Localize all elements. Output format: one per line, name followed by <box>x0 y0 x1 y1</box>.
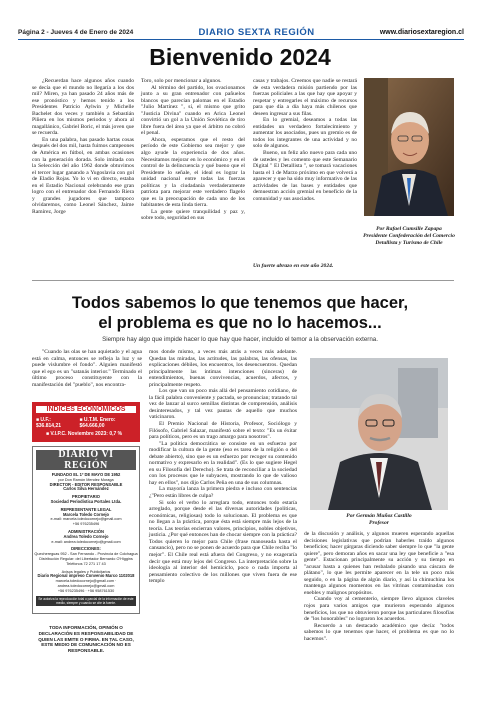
ipc-value: ■ V.I.P.C. Noviembre 2023: 0,7 % <box>46 431 123 437</box>
paragraph: Si solo el verbo lo arreglara todo, entonces todo estaría arreglado, porque desde el las diversas autoridades (políticas, económicas, religiosas) todo lo solucionan. El problema es que no llegan a la práctica, porque ésta está siempre más lejos de la teoría. Las teorías encierran valores, principios, nobles objetivos, justicia. ¿Por qué entonces han de chocar siempre con la práctica? Todos quieren lo mejor para Chile (frase manoseada hasta el cansancio), pero no se ponen de acuerdo para que Chile reciba "lo mejor". El Chile real está afuera del Congreso, y no exageraría decir que está muy lejos del Congreso. La interpretación sobre la ideología al interior del hemiciclo, poco o nada importa al pensamiento colectivo de los millones que viven fuera de ese templo <box>149 499 297 585</box>
uf-value: ■ U.F.: $36.814,21 <box>36 417 62 429</box>
page-info: Página 2 - Jueves 4 de Enero de 2024 <box>18 29 134 36</box>
director-name: Carlos Silva Hernández <box>63 486 109 492</box>
founder-text: por Don Ramón Mendez Moraga <box>58 477 114 482</box>
masthead-info-box <box>32 446 140 614</box>
admin-label: ADMINISTRACIÓN <box>68 528 104 534</box>
utm-value: ■ U.T.M. Enero: $64.666,00 <box>79 417 116 429</box>
author-photo-munoz <box>310 358 448 510</box>
owner-label: PROPIETARIO <box>72 494 100 500</box>
indices-title: ÍNDICES ECONÓMICOS <box>35 405 137 414</box>
article1-col3 <box>253 78 357 202</box>
title-line-1: Todos sabemos lo que tenemos que hacer, <box>71 294 409 312</box>
paragraph: Toro, solo por mencionar a algunos. <box>141 78 222 84</box>
ads-label: Avisos legales y Publicitarios <box>61 569 111 574</box>
paragraph: Al término del partido, los ovacionamos junto a su gran entrenador con pañuelos blancos que parecían palomas en el Estadio "Julio Martínez ", sí, el mismo que grito "Justicia Divina" cuando en Arica Leonel convirtió un gol a la Unión Soviética de tiro libre fuera del área ya que el árbitro no cobró el penal. <box>141 84 245 137</box>
address-label: DIRECCIONES: <box>71 546 101 552</box>
caption-role: Profesor <box>369 519 389 526</box>
article2-col1 <box>32 349 142 388</box>
legal-email[interactable]: e-mail: marcela.toledocornejo@gmail.com <box>50 517 122 522</box>
address-line: Distribución Regular: del Libertador Bernardo O'Higgins <box>39 556 133 561</box>
paragraph: Bueno, un feliz año nuevo para cada uno de ustedes y les comento que este Semanario Digital " El Detallista ", se tomará vacaciones hasta el 1 de Marzo próximo en que volverá a aparecer y que ha sido muy informativo de las actividades de las bases y entidades que demuestran acción gremial en beneficio de la comunidad y sus asociados. <box>253 150 357 202</box>
article1-col2 <box>141 78 245 222</box>
article2-col2 <box>149 349 297 585</box>
article2-title <box>40 293 440 333</box>
paragraph: ¿Recuerdan hace algunos años cuando se decía que el mundo no llegaría a los dos mil? Miren, ya han pasado 24 años más de ese pronóstico y hemos tenido a los Presidentes Patricio Aylwin y Michelle Bachelet dos veces y también a Sebastián Piñera en los mismos periodos y ahora al magallánico, Gabriel Boric, el más joven que se recuerda. <box>32 78 134 137</box>
caption-name: Por Germán Muñoz Castillo <box>346 513 412 519</box>
indices-row <box>32 416 140 430</box>
indices-row <box>32 430 140 438</box>
paragraph: Cuando voy al cementerio, siempre llevo algunos claveles rojos para varios amigos que murieron esperando algunos beneficios, los que no obtuvieron porque las particulares filosofías de "los honorables" no lograron los acuerdos. <box>304 596 454 623</box>
newspaper-logo: DIARIO VI REGIÓN <box>36 450 136 470</box>
legal-phone: +56 976235496 <box>72 522 100 527</box>
article1-col1 <box>32 78 134 215</box>
admin-name: Andrea Toledo Cornejo <box>63 533 109 539</box>
print-emails[interactable]: marcela.toledocornejo@gmail.com · andrea.toledocornejo@gmail.com <box>55 579 117 588</box>
paragraph: "La política democrática se consiste en un esfuerzo por modificar la cultura de la gente (eso es tarea de la religión o del debate abierto), sino que es un esfuerzo por recoger su contenido normativo y expresarlo en la realidad". (Es lo que sugiere Hegel en su Filosofía del Derecho). Se trata de reconciliar a la sociedad con los procesos que le subyacen, mostrando lo que de valioso hay en ellos", nos dijo Carlos Peña en una de sus columnas. <box>149 440 297 486</box>
print-phones: +56 976235496 · +56 958761530 <box>57 588 115 593</box>
article1-tagline: Un fuerte abrazo en este año 2024. <box>253 263 334 269</box>
article1-title: Bienvenido 2024 <box>149 44 331 70</box>
legal-name: Marcela Toledo Cornejo <box>62 511 110 517</box>
owner-name: Sociedad Periodística Portales Ltda. <box>50 498 122 504</box>
website-link[interactable]: www.diariosextaregion.cl <box>379 29 464 36</box>
paragraph: mos donde mismo, a veces más atrás a veces más adelante. Quedan las miradas, las actitudes, las palabras, las ofensas, las explicaciones débiles, los encuentros, los desencuentros. Quedan principalmente las íntimas intenciones (sinceras) de entendimientos, buenas convivencias, acuerdos, afectos, y principalmente respeto. <box>149 349 297 388</box>
paragraph: En una palabra, has pasado hartas cosas después del dos mil, hasta fuimos campeones de América en fútbol, en ambas ocasiones con la generación dorada. Solo imitada con la Selección del año 1962 donde obtuvimos el tercer lugar ganando a Yugoslavia con gol de Eladio Rojas. Yo lo vi en directo, estaba en el Estadio Nacional celebrando ese gran logro con el entrenador don Fernando Riera y grandes jugadores que tampoco olvidaremos, como Leonel Sánchez, Jaime Ramírez, Jorge <box>32 136 134 215</box>
article2-subtitle: Siempre hay algo que impide hacer lo que hay que hacer, incluido el temor a la observación externa. <box>102 336 378 343</box>
paragraph: de la discusión y análisis, y algunos mueren esperando aquellas decisiones legislativas que podrían haberles traído algunos beneficios; hacer gárgaras diciendo saber siempre lo que "la gente quiere", pero demoran años en sacar una ley que beneficie a "esa gente". Estacionan principalmente su acción y su tiempo en "acusar hasta a quienes han resbalado pisando una cáscara de plátano", lo que les permite aparecer en la tele un poco más seguido, o en la página de algún diario, y así la chimuchina los mantenga algunos momentos en las vitrinas contaminadas con enebles y malignos propósitos. <box>304 531 454 596</box>
director-label: DIRECTOR - EDITOR RESPONSABLE <box>49 481 123 487</box>
founded-text: FUNDADO EL 1º DE MAYO DE 1952 <box>51 472 121 477</box>
paragraph: "Cuando las olas se han aquietado y el agua está en calma, entonces se refleja la luz y se puede vislumbre el fondo". Alguien manifestó que el ego es un "satanás interior." Terminado el último proceso constituyente con la manifestación del "pueblo", nos encontra- <box>32 349 142 388</box>
paragraph: El Premio Nacional de Historia, Profesor, Sociólogo y Filósofo, Gabriel Salazar, manifestó sobre el texto: "Es un éxitar para políticos, pero es un trago amargo para nosotros". <box>149 421 297 441</box>
caption-name: Por Rafael Cumsille Zapapa <box>376 226 442 232</box>
paragraph: La gente quiere tranquilidad y paz y, sobre todo, seguridad en sus <box>141 208 245 222</box>
photo2-caption <box>300 513 458 527</box>
section-divider <box>32 280 454 281</box>
economic-indices-box <box>32 402 140 442</box>
print-info: Diario Regional impreso Convenio Marco 1102018 <box>37 573 135 579</box>
disclaimer-note: TODA INFORMACIÓN, OPINIÓN O DECLARACIÓN ES RESPONSABILIDAD DE QUIEN LAS EMITE O FIRMA. EN TAL CASO, ESTE MEDIO DE COMUNICACIÓN NO ES RESPONSABLE. <box>38 625 134 654</box>
address-line: Quechereguas 952 - San Fernando - Provincia de Colchagua <box>34 552 138 557</box>
address-line: Teléfonos 72 271 17 43 <box>66 561 106 566</box>
paragraph: casas y trabajos. Creemos que nadie se restará de esta verdadera misión partiendo por las fuerzas policiales a las que hay que apoyar y respetar y entregarles el máximo de recursos para que día a día haya más chilenos que deseen ingresar a sus filas. <box>253 78 357 117</box>
article2-col3 <box>304 531 454 642</box>
paragraph: Recuerdo a un destacado académico que decía: "todos sabemos lo que tenemos que hacer, el problema es que no lo hacemos". <box>304 622 454 642</box>
page-header <box>18 26 464 40</box>
legal-label: REPRESENTANTE LEGAL <box>60 506 112 512</box>
admin-email[interactable]: e-mail: andrea.toledocornejo@gmail.com <box>51 539 121 544</box>
photo1-caption <box>356 226 462 246</box>
reproduction-notice: Se autoriza la reproducción total o parcial de la información de este medio, siempre y cuando se cite la fuente. <box>36 596 136 606</box>
paragraph: En lo gremial, deseamos a todas las entidades un verdadero fortalecimiento y aumentar los asociados, pues un gremio es de todos los integrantes de una actividad y no solo de algunos. <box>253 117 357 150</box>
title-line-2: el problema es que no lo hacemos... <box>98 314 382 332</box>
paragraph: Ahora, esperamos que el resto del período de este Gobierno sea mejor y que algo ayude la experiencia de dos años. Necesitamos mejorar en lo económico y en el control de la delincuencia y qué bueno que el Presidente lo señale, el ideal es lograr la unidad nacional entre todas las fuerzas políticas y la ciudadanía verdaderamente patriota para mejorar este verdadero flagelo que es la preocupación de cada uno de los habitantes de esta linda tierra. <box>141 136 245 209</box>
paragraph: La mayoría lanza la primera piedra e incluso con sentencias ¿"Pero están libres de culpa? <box>149 486 297 500</box>
caption-role: Presidente Confederación del Comercio Detallista y Turismo de Chile <box>363 232 455 246</box>
paragraph: Los que van un poco más allá del pensamiento cotidiano, de la fácil palabra conveniente y pactada, se pronuncian; tratando tal vez de lanzar al surco semillas distintas de comprensión, análisis desinteresados, y tal vez pautas de aquello que muchos vaticinaron. <box>149 388 297 421</box>
newspaper-name: DIARIO SEXTA REGIÓN <box>198 27 315 38</box>
author-photo-cumsille <box>364 78 454 216</box>
